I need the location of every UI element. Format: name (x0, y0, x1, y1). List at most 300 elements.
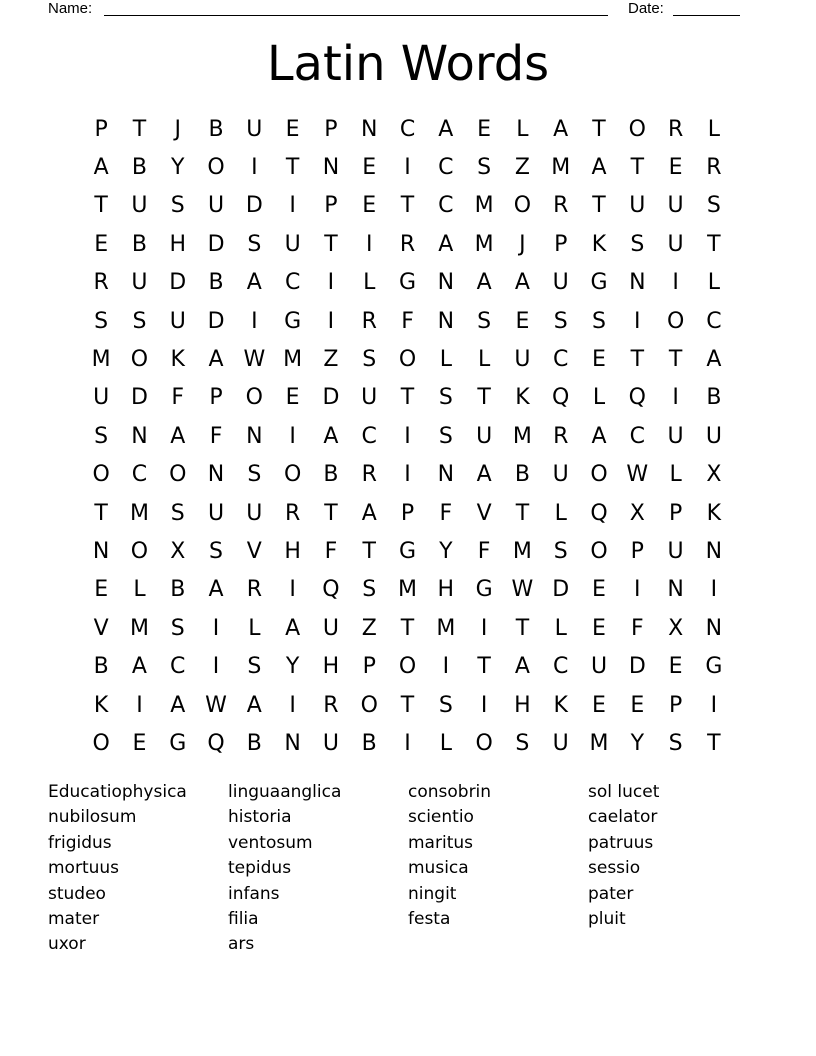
grid-letter: R (553, 193, 569, 219)
grid-letter: T (400, 692, 415, 718)
grid-letter: I (634, 577, 641, 603)
grid-letter: C (629, 423, 645, 449)
grid-letter: A (93, 155, 109, 181)
grid-letter: D (628, 654, 646, 680)
grid-letter: A (438, 231, 454, 257)
grid-letter: H (514, 692, 531, 718)
grid-letter: O (207, 155, 225, 181)
grid-letter: K (515, 385, 530, 411)
grid-letter: S (515, 730, 530, 756)
word-list (48, 780, 808, 958)
grid-letter: D (207, 308, 225, 334)
grid-letter: L (554, 500, 567, 526)
grid-letter: U (667, 193, 684, 219)
grid-letter: M (512, 423, 532, 449)
grid-letter: S (477, 308, 492, 334)
grid-letter: O (92, 730, 110, 756)
grid-letter: I (404, 462, 411, 488)
grid-letter: U (361, 385, 378, 411)
grid-letter: S (362, 347, 377, 373)
grid-letter: R (553, 423, 569, 449)
grid-letter: O (92, 462, 110, 488)
grid-letter: P (630, 538, 644, 564)
grid-letter: I (212, 615, 220, 641)
grid-letter: U (207, 193, 225, 219)
grid-letter: L (707, 270, 721, 296)
grid-letter: O (130, 538, 149, 564)
word-list-item: linguaanglica (228, 782, 342, 802)
word-list-item: uxor (48, 934, 86, 955)
word-list-item: infans (228, 883, 280, 904)
grid-letter: G (169, 730, 187, 756)
grid-letter: P (324, 193, 338, 219)
grid-letter: P (554, 231, 568, 257)
grid-letter: H (169, 231, 187, 257)
grid-letter: E (132, 730, 147, 756)
word-list-item: pater (588, 883, 634, 904)
grid-letter: B (131, 155, 147, 181)
grid-letter: S (247, 231, 262, 257)
grid-letter: E (477, 116, 492, 142)
grid-letter: Q (552, 385, 570, 411)
grid-letter: O (245, 385, 263, 411)
grid-letter: F (324, 538, 338, 564)
grid-letter: O (590, 462, 608, 488)
word-list-item: festa (408, 908, 451, 929)
grid-letter: B (208, 270, 224, 296)
grid-letter: B (361, 730, 377, 756)
grid-letter: O (283, 462, 302, 488)
grid-letter: A (553, 116, 569, 142)
grid-letter: E (285, 385, 300, 411)
grid-letter: L (707, 116, 721, 142)
grid-letter: M (436, 615, 456, 641)
grid-letter: N (207, 462, 225, 488)
name-blank-line[interactable] (104, 15, 608, 16)
grid-letter: L (439, 730, 452, 756)
grid-letter: E (94, 577, 109, 603)
grid-letter: O (398, 654, 417, 680)
grid-letter: E (630, 692, 645, 718)
grid-letter: K (706, 500, 722, 526)
header (48, 0, 740, 20)
grid-letter: M (129, 615, 149, 641)
grid-letter: N (437, 308, 455, 334)
grid-letter: Q (628, 385, 646, 411)
grid-letter: B (93, 654, 109, 680)
grid-letter: Q (322, 577, 340, 603)
grid-letter: T (132, 116, 147, 142)
grid-letter: S (438, 423, 453, 449)
grid-letter: S (362, 577, 377, 603)
grid-letter: G (398, 538, 417, 564)
word-list-item: musica (408, 858, 469, 879)
grid-letter: K (553, 692, 568, 718)
grid-letter: C (131, 462, 148, 488)
grid-letter: A (208, 577, 224, 603)
grid-letter: V (93, 615, 109, 641)
grid-letter: I (327, 270, 335, 296)
grid-letter: W (243, 347, 266, 373)
grid-letter: B (246, 730, 262, 756)
grid-letter: U (322, 615, 339, 641)
grid-letter: G (284, 308, 302, 334)
grid-letter: R (246, 577, 262, 603)
grid-letter: F (171, 385, 185, 411)
grid-letter: P (668, 500, 683, 526)
grid-letter: Z (361, 615, 377, 641)
grid-letter: I (289, 577, 296, 603)
grid-letter: X (629, 500, 645, 526)
grid-letter: E (592, 692, 606, 718)
grid-letter: U (552, 270, 569, 296)
grid-letter: B (131, 231, 147, 257)
grid-letter: T (592, 193, 606, 219)
grid-letter: R (323, 692, 339, 718)
grid-letter: E (668, 654, 683, 680)
grid-letter: U (667, 231, 684, 257)
word-list-item: ventosum (228, 832, 313, 853)
grid-letter: X (706, 462, 722, 488)
word-list-item (588, 932, 768, 957)
grid-letter: S (170, 500, 185, 526)
grid-letter: T (477, 385, 491, 411)
grid-letter: S (592, 308, 606, 334)
word-list-item (408, 932, 588, 957)
grid-letter: A (476, 270, 492, 296)
grid-letter: A (246, 692, 262, 718)
grid-letter: N (284, 730, 301, 756)
word-list-item: mortuus (48, 858, 120, 879)
word-list-item: Educatiophysica (48, 782, 187, 802)
grid-letter: F (439, 500, 453, 526)
word-list-item: sol lucet (588, 782, 660, 802)
grid-letter: O (666, 308, 685, 334)
grid-letter: A (208, 347, 224, 373)
grid-letter: T (477, 654, 491, 680)
word-list-item: patruus (588, 832, 654, 853)
grid-letter: C (361, 423, 377, 449)
word-list-item: maritus (408, 832, 473, 853)
grid-letter: I (136, 692, 143, 718)
grid-letter: N (629, 270, 646, 296)
grid-letter: A (591, 155, 607, 181)
grid-letter: U (476, 423, 493, 449)
grid-letter: G (705, 654, 723, 680)
grid-letter: B (208, 116, 224, 142)
word-list-item: frigidus (48, 832, 112, 853)
grid-letter: C (438, 193, 454, 219)
grid-letter: T (94, 500, 108, 526)
grid-letter: I (710, 692, 718, 718)
grid-letter: C (706, 308, 722, 334)
page-title: Latin Words (266, 36, 550, 92)
grid-letter: E (362, 193, 377, 219)
grid-letter: S (553, 538, 568, 564)
grid-letter: P (94, 116, 108, 142)
grid-letter: M (474, 193, 494, 219)
grid-letter: T (400, 615, 415, 641)
grid-letter: B (706, 385, 722, 411)
grid-letter: W (205, 692, 227, 718)
grid-letter: A (706, 347, 722, 373)
grid-letter: U (667, 423, 684, 449)
grid-letter: S (630, 231, 645, 257)
grid-letter: G (475, 577, 493, 603)
grid-letter: F (209, 423, 223, 449)
date-label: Date: (628, 0, 664, 17)
grid-letter: Z (323, 347, 339, 373)
grid-letter: A (514, 270, 530, 296)
word-list-item: mater (48, 908, 100, 929)
grid-letter: I (480, 615, 488, 641)
grid-letter: T (362, 538, 376, 564)
grid-letter: O (590, 538, 608, 564)
word-list-item: pluit (588, 908, 626, 929)
grid-letter: A (476, 462, 492, 488)
grid-letter: S (477, 155, 492, 181)
grid-letter: T (324, 500, 338, 526)
grid-letter: S (247, 654, 262, 680)
grid-letter: B (323, 462, 339, 488)
grid-letter: I (327, 308, 335, 334)
grid-letter: A (361, 500, 377, 526)
grid-letter: F (477, 538, 491, 564)
grid-letter: D (169, 270, 187, 296)
grid-letter: H (322, 654, 340, 680)
grid-letter: M (512, 538, 532, 564)
grid-letter: L (133, 577, 146, 603)
grid-letter: P (324, 116, 338, 142)
grid-letter: S (438, 692, 453, 718)
grid-letter: Y (171, 155, 185, 181)
grid-letter: P (668, 692, 683, 718)
grid-letter: U (514, 347, 531, 373)
grid-letter: A (170, 423, 186, 449)
grid-letter: H (284, 538, 301, 564)
grid-letter: K (591, 231, 607, 257)
grid-letter: E (668, 155, 683, 181)
grid-letter: B (170, 577, 186, 603)
grid-letter: I (442, 654, 450, 680)
grid-letter: U (322, 730, 339, 756)
grid-letter: S (170, 615, 185, 641)
grid-letter: T (515, 500, 530, 526)
grid-letter: T (324, 231, 338, 257)
grid-letter: R (361, 308, 377, 334)
grid-letter: S (668, 730, 683, 756)
grid-letter: T (400, 385, 415, 411)
grid-letter: N (92, 538, 110, 564)
grid-letter: A (323, 423, 339, 449)
grid-letter: N (131, 423, 148, 449)
grid-letter: L (248, 615, 261, 641)
word-list-item: historia (228, 807, 292, 828)
word-list-item: ars (228, 934, 255, 955)
grid-letter: D (245, 193, 263, 219)
grid-letter: U (590, 654, 608, 680)
word-list-item: studeo (48, 883, 106, 904)
grid-letter: V (246, 538, 262, 564)
grid-letter: I (404, 423, 411, 449)
grid-letter: W (626, 462, 649, 488)
grid-letter: A (131, 654, 147, 680)
grid-letter: O (398, 347, 417, 373)
grid-letter: S (209, 538, 224, 564)
grid-letter: T (668, 347, 683, 373)
grid-letter: L (516, 116, 529, 142)
grid-letter: Y (630, 730, 645, 756)
grid-letter: A (591, 423, 607, 449)
grid-letter: P (400, 500, 415, 526)
word-list-item: sessio (588, 858, 641, 879)
grid-letter: X (170, 538, 186, 564)
grid-letter: A (514, 654, 530, 680)
grid-letter: M (589, 730, 609, 756)
grid-letter: N (705, 538, 723, 564)
grid-letter: L (477, 347, 491, 373)
grid-letter: O (360, 692, 378, 718)
grid-letter: S (132, 308, 147, 334)
word-list-item: ningit (408, 883, 457, 904)
grid-letter: F (401, 308, 414, 334)
grid-letter: M (551, 155, 571, 181)
grid-letter: L (554, 615, 567, 641)
word-list-item: nubilosum (48, 807, 137, 828)
grid-letter: I (251, 308, 258, 334)
grid-letter: E (592, 577, 606, 603)
grid-letter: I (404, 155, 411, 181)
grid-letter: M (398, 577, 418, 603)
grid-letter: P (209, 385, 223, 411)
grid-letter: I (212, 654, 220, 680)
grid-letter: U (552, 462, 569, 488)
grid-letter: A (246, 270, 262, 296)
grid-letter: U (131, 270, 148, 296)
grid-letter: F (630, 615, 644, 641)
grid-letter: H (437, 577, 455, 603)
grid-letter: I (710, 577, 718, 603)
grid-letter: B (514, 462, 530, 488)
grid-letter: Y (285, 654, 300, 680)
grid-letter: I (289, 193, 296, 219)
grid-letter: N (705, 615, 723, 641)
grid-letter: E (592, 347, 606, 373)
grid-letter: S (170, 193, 185, 219)
grid-letter: R (361, 462, 377, 488)
grid-letter: U (246, 116, 263, 142)
grid-letter: I (480, 692, 488, 718)
grid-letter: O (169, 462, 187, 488)
grid-letter: U (169, 308, 186, 334)
grid-letter: G (590, 270, 608, 296)
grid-letter: O (475, 730, 493, 756)
word-list-item: filia (228, 908, 259, 929)
grid-letter: S (94, 423, 109, 449)
grid-letter: Q (590, 500, 608, 526)
date-blank-line[interactable] (673, 15, 740, 16)
grid-letter: M (129, 500, 149, 526)
grid-letter: P (362, 654, 376, 680)
grid-letter: U (667, 538, 684, 564)
grid-letter: I (289, 692, 296, 718)
grid-letter: O (513, 193, 532, 219)
grid-letter: Z (514, 155, 530, 181)
grid-letter: V (476, 500, 492, 526)
name-label: Name: (48, 0, 93, 17)
grid-letter: S (94, 308, 109, 334)
grid-letter: Q (207, 730, 225, 756)
grid-letter: C (170, 654, 186, 680)
grid-letter: R (93, 270, 109, 296)
grid-letter: D (130, 385, 148, 411)
grid-letter: L (439, 347, 452, 373)
grid-letter: E (94, 231, 109, 257)
grid-letter: N (360, 116, 378, 142)
grid-letter: E (515, 308, 530, 334)
grid-letter: D (552, 577, 570, 603)
grid-letter: T (707, 231, 721, 257)
grid-letter: U (552, 730, 569, 756)
grid-letter: I (672, 385, 679, 411)
grid-letter: U (131, 193, 148, 219)
grid-letter: G (398, 270, 417, 296)
grid-letter: N (322, 155, 340, 181)
grid-letter: Y (439, 538, 453, 564)
grid-letter: U (207, 500, 225, 526)
word-list-item: tepidus (228, 858, 292, 879)
grid-letter: I (404, 730, 411, 756)
grid-letter: J (174, 116, 181, 142)
grid-letter: D (322, 385, 340, 411)
grid-letter: M (283, 347, 303, 373)
grid-letter: C (284, 270, 301, 296)
grid-letter: T (592, 116, 606, 142)
grid-letter: S (438, 385, 453, 411)
grid-letter: C (553, 347, 569, 373)
grid-letter: R (706, 155, 722, 181)
grid-letter: R (667, 116, 684, 142)
grid-letter: I (672, 270, 679, 296)
grid-letter: R (284, 500, 301, 526)
grid-letter: N (437, 270, 455, 296)
grid-letter: A (170, 692, 186, 718)
grid-letter: T (707, 730, 721, 756)
grid-letter: T (285, 155, 300, 181)
grid-letter: T (94, 193, 108, 219)
grid-letter: E (362, 155, 377, 181)
grid-letter: K (170, 347, 185, 373)
grid-letter: J (519, 231, 526, 257)
grid-letter: N (246, 423, 263, 449)
grid-letter: T (630, 347, 645, 373)
grid-letter: I (365, 231, 373, 257)
grid-letter: I (289, 423, 296, 449)
grid-letter: U (93, 385, 110, 411)
grid-letter: O (628, 116, 646, 142)
grid-letter: U (629, 193, 646, 219)
grid-letter: L (592, 385, 606, 411)
grid-letter: U (284, 231, 301, 257)
grid-letter: U (246, 500, 263, 526)
grid-letter: E (592, 615, 606, 641)
grid-letter: L (669, 462, 682, 488)
grid-letter: M (474, 231, 494, 257)
grid-letter: W (511, 577, 534, 603)
grid-letter: U (705, 423, 722, 449)
grid-letter: K (93, 692, 109, 718)
grid-letter: S (553, 308, 568, 334)
